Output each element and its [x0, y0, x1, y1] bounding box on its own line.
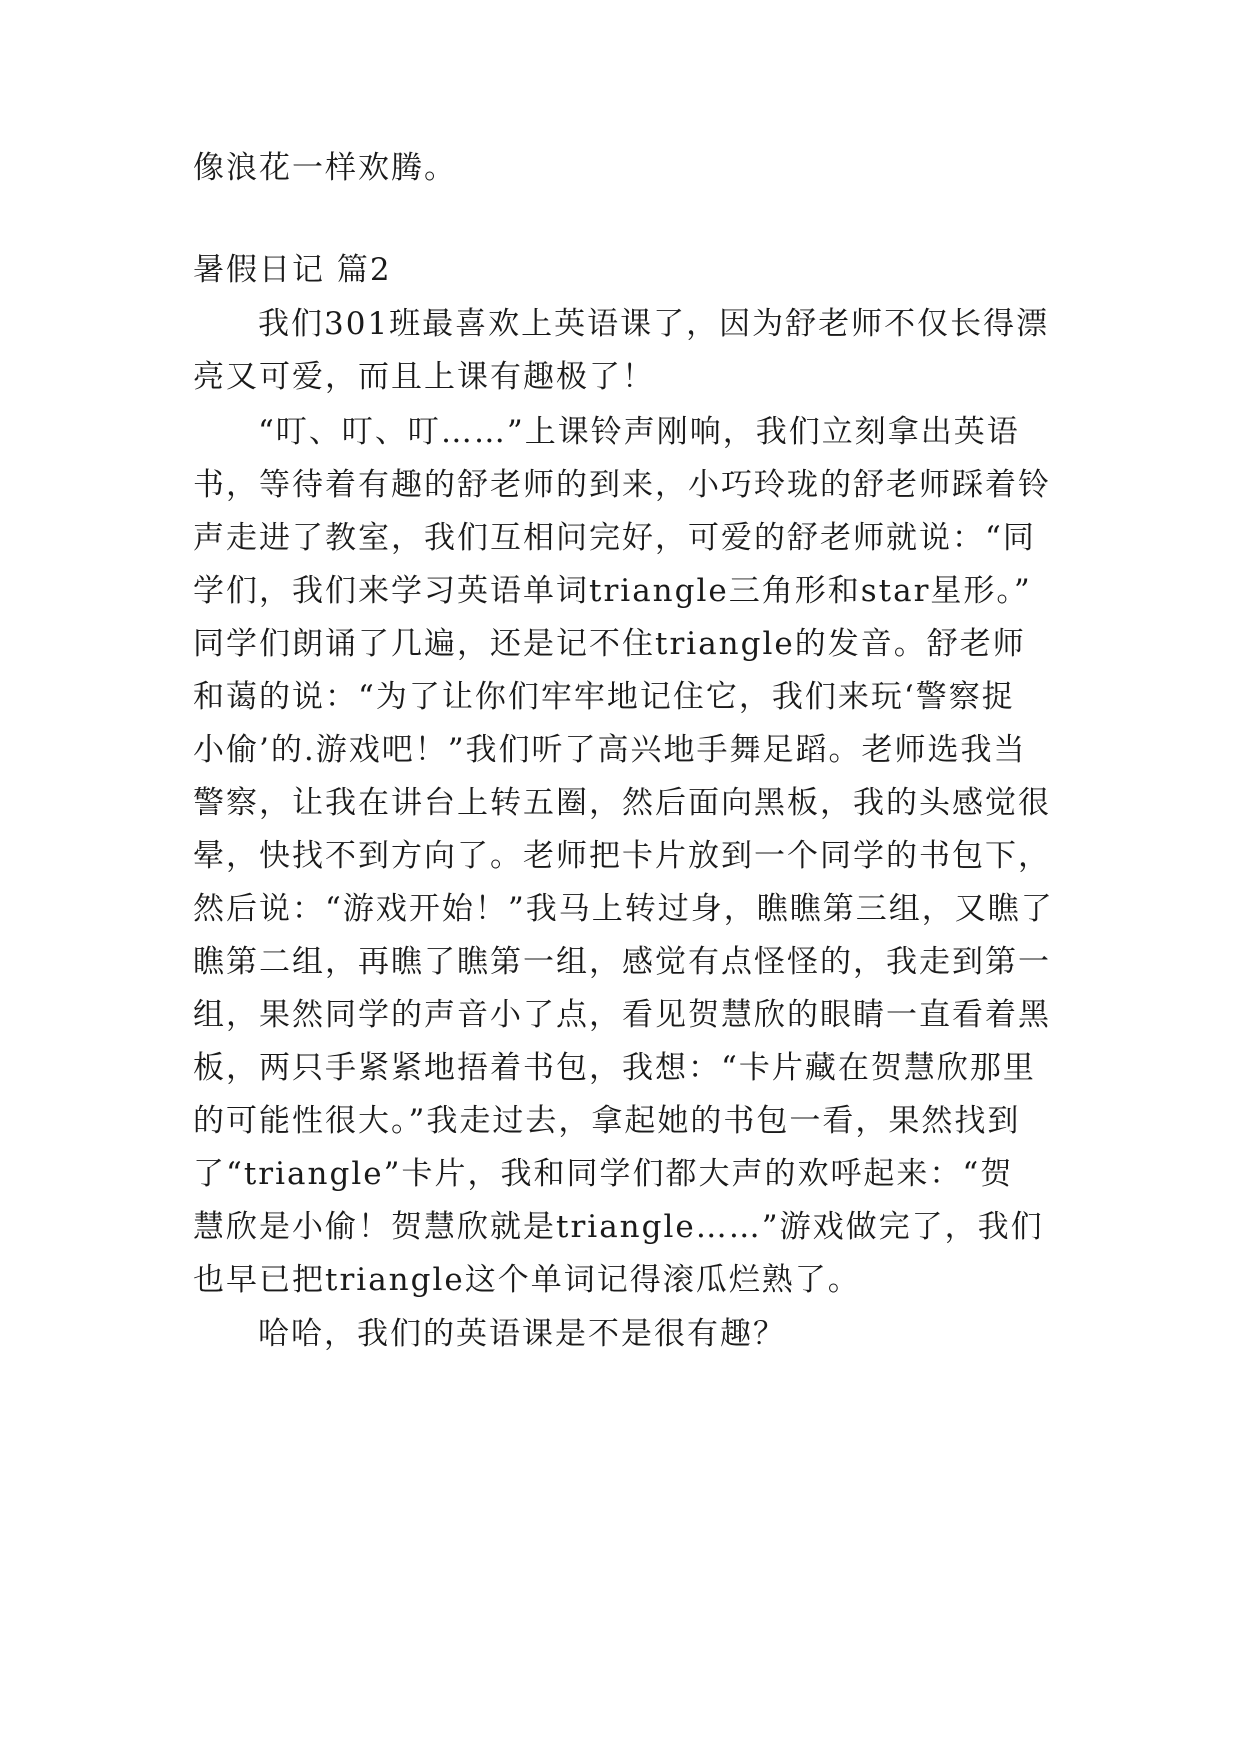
paragraph-2-line-1: “叮、叮、叮……”上课铃声刚响，我们立刻拿出英语 [258, 414, 1020, 450]
paragraph-2-line-15: 了“triangle”卡片，我和同学们都大声的欢呼起来：“贺 [193, 1156, 1014, 1192]
paragraph-2-line-3: 声走进了教室，我们互相问完好，可爱的舒老师就说：“同 [193, 520, 1036, 556]
paragraph-3-line-1: 哈哈，我们的英语课是不是很有趣？ [258, 1316, 786, 1352]
paragraph-2-line-5: 同学们朗诵了几遍，还是记不住triangle的发音。舒老师 [193, 626, 1026, 662]
paragraph-2-line-17: 也早已把triangle这个单词记得滚瓜烂熟了。 [193, 1262, 861, 1298]
paragraph-2-line-13: 板，两只手紧紧地捂着书包，我想：“卡片藏在贺慧欣那里 [193, 1050, 1036, 1086]
paragraph-2-line-8: 警察，让我在讲台上转五圈，然后面向黑板，我的头感觉很 [193, 785, 1051, 821]
paragraph-2-line-7: 小偷’的.游戏吧！”我们听了高兴地手舞足蹈。老师选我当 [193, 732, 1027, 768]
paragraph-2-line-11: 瞧第二组，再瞧了瞧第一组，感觉有点怪怪的，我走到第一 [193, 944, 1051, 980]
paragraph-2-line-4: 学们，我们来学习英语单词triangle三角形和star星形。” [193, 573, 1032, 609]
paragraph-2-line-16: 慧欣是小偷！贺慧欣就是triangle……”游戏做完了，我们 [193, 1209, 1044, 1245]
paragraph-2-line-14: 的可能性很大。”我走过去，拿起她的书包一看，果然找到 [193, 1103, 1021, 1139]
paragraph-1-line-1: 我们301班最喜欢上英语课了，因为舒老师不仅长得漂 [258, 306, 1050, 342]
paragraph-2-line-9: 晕，快找不到方向了。老师把卡片放到一个同学的书包下， [193, 838, 1051, 874]
paragraph-2-line-2: 书，等待着有趣的舒老师的到来，小巧玲珑的舒老师踩着铃 [193, 467, 1051, 503]
paragraph-1-line-2: 亮又可爱，而且上课有趣极了！ [193, 359, 655, 395]
opening-line: 像浪花一样欢腾。 [193, 150, 457, 186]
section-title: 暑假日记 篇2 [193, 252, 392, 288]
paragraph-2-line-10: 然后说：“游戏开始！”我马上转过身，瞧瞧第三组，又瞧了 [193, 891, 1054, 927]
paragraph-2-line-6: 和蔼的说：“为了让你们牢牢地记住它，我们来玩‘警察捉 [193, 679, 1015, 715]
paragraph-2-line-12: 组，果然同学的声音小了点，看见贺慧欣的眼睛一直看着黑 [193, 997, 1051, 1033]
